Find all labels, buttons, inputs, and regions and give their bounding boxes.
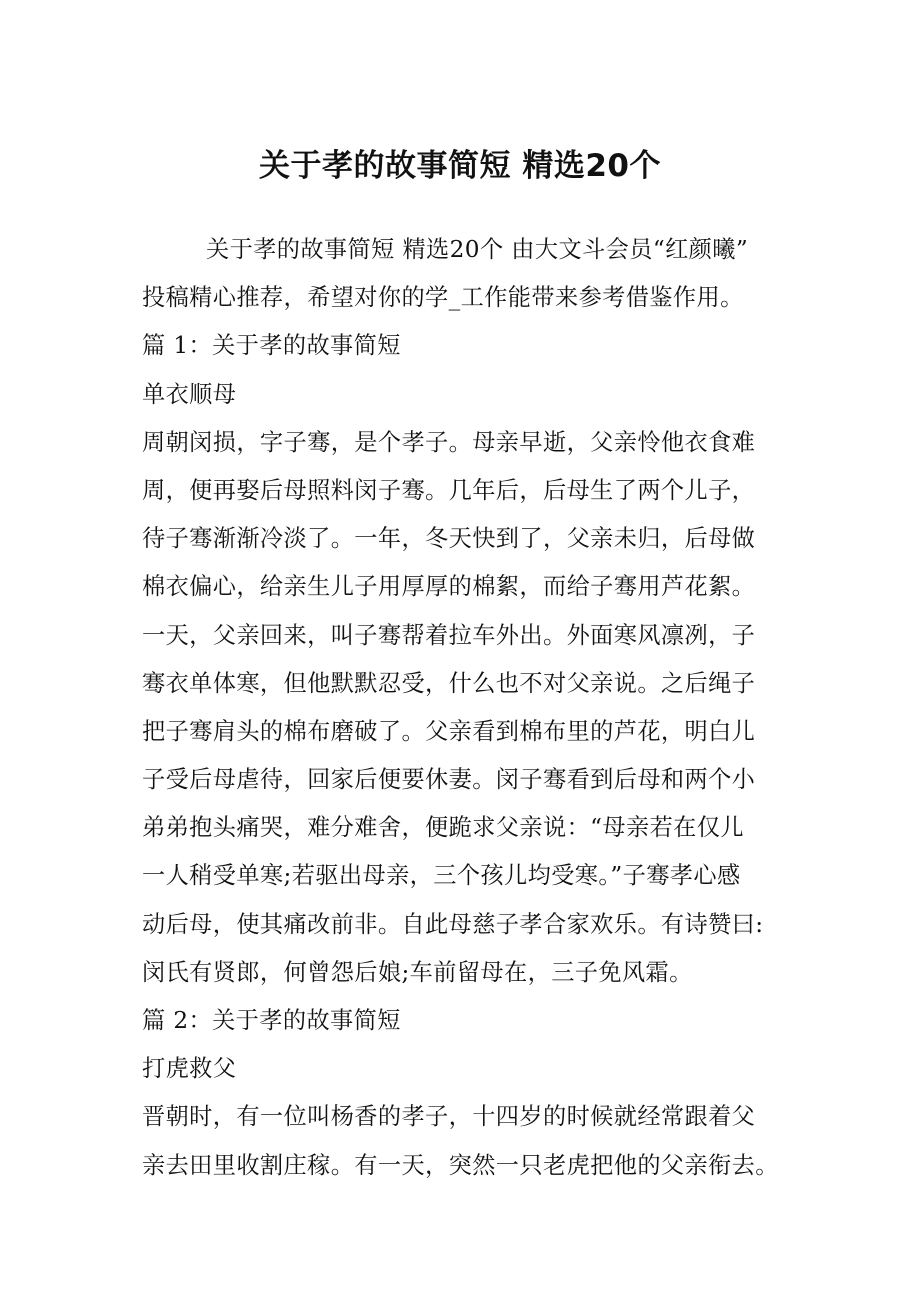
document-body bbox=[142, 226, 797, 1190]
text-line: 周朝闵损，字子骞，是个孝子。母亲早逝，父亲怜他衣食难 bbox=[142, 428, 756, 456]
text-line: 单衣顺母 bbox=[142, 380, 237, 408]
text-line: 投稿精心推荐，希望对你的学_工作能带来参考借鉴作用。 bbox=[142, 284, 744, 312]
text-line: 闵氏有贤郎，何曾怨后娘;车前留母在，三子免风霜。 bbox=[142, 958, 693, 986]
text-line: 篇 2：关于孝的故事简短 bbox=[142, 1007, 401, 1034]
text-line: 关于孝的故事简短 精选20个 由大文斗会员“红颜曦” bbox=[206, 236, 749, 263]
text-line: 亲去田里收割庄稼。有一天，突然一只老虎把他的父亲衔去。 bbox=[142, 1151, 779, 1179]
text-line: 子受后母虐待，回家后便要休妻。闵子骞看到后母和两个小 bbox=[142, 766, 756, 794]
page-title: 关于孝的故事简短 精选20个 bbox=[259, 148, 661, 184]
text-line: 周，便再娶后母照料闵子骞。几年后，后母生了两个儿子， bbox=[142, 476, 756, 504]
text-line: 晋朝时，有一位叫杨香的孝子，十四岁的时候就经常跟着父 bbox=[142, 1103, 756, 1131]
text-line: 弟弟抱头痛哭，难分难舍，便跪求父亲说：“母亲若在仅儿 bbox=[142, 814, 744, 842]
text-line: 一天，父亲回来，叫子骞帮着拉车外出。外面寒风凛冽，子 bbox=[142, 621, 756, 649]
text-line: 骞衣单体寒，但他默默忍受，什么也不对父亲说。之后绳子 bbox=[142, 669, 756, 697]
text-line: 篇 1：关于孝的故事简短 bbox=[142, 332, 401, 360]
text-line: 动后母，使其痛改前非。自此母慈子孝合家欢乐。有诗赞曰: bbox=[142, 910, 764, 938]
text-line: 把子骞肩头的棉布磨破了。父亲看到棉布里的芦花，明白儿 bbox=[142, 717, 756, 745]
text-line: 打虎救父 bbox=[142, 1055, 237, 1083]
text-line: 一人稍受单寒;若驱出母亲，三个孩儿均受寒。”子骞孝心感 bbox=[142, 862, 741, 890]
text-line: 棉衣偏心，给亲生儿子用厚厚的棉絮，而给子骞用芦花絮。 bbox=[142, 573, 756, 601]
text-line: 待子骞渐渐冷淡了。一年，冬天快到了，父亲未归，后母做 bbox=[142, 525, 756, 553]
